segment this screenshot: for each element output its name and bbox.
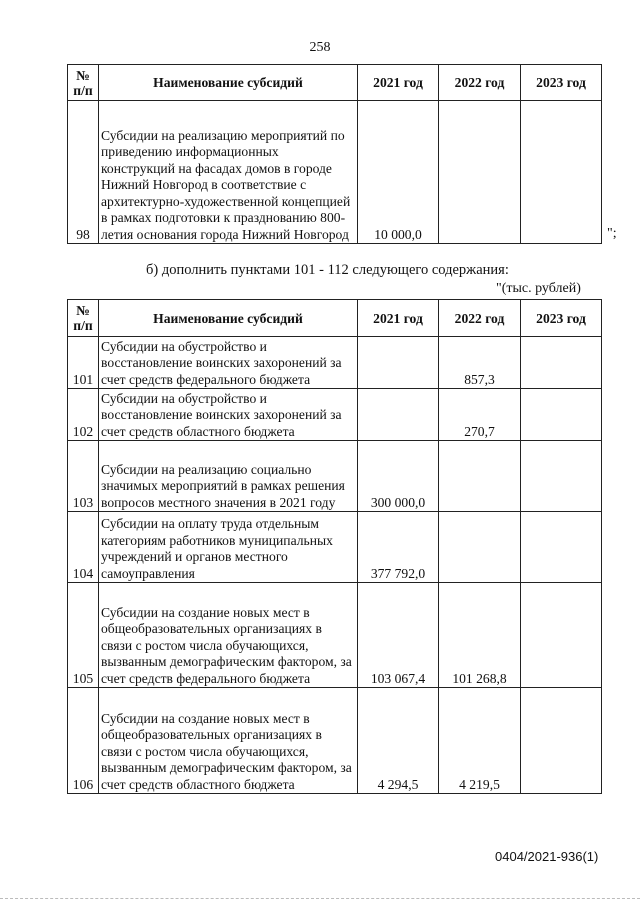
header-num: № п/п bbox=[68, 65, 99, 101]
unit-label: "(тыс. рублей) bbox=[496, 281, 581, 296]
value-2022: 4 219,5 bbox=[439, 688, 521, 794]
row-number: 102 bbox=[68, 389, 99, 441]
table-row bbox=[68, 688, 602, 794]
subsidy-name: Субсидии на оплату труда отдельным категориям работников муниципальных учреждений и органов местного самоуправления bbox=[99, 512, 358, 583]
closing-quote-mark: "; bbox=[607, 226, 617, 241]
footer-divider bbox=[0, 898, 640, 899]
table-row bbox=[68, 441, 602, 512]
header-num: № п/п bbox=[68, 300, 99, 337]
table-row bbox=[68, 101, 602, 244]
table-row bbox=[68, 337, 602, 389]
value-2021: 103 067,4 bbox=[358, 583, 439, 688]
row-number: 104 bbox=[68, 512, 99, 583]
header-2023: 2023 год bbox=[521, 300, 602, 337]
value-2023 bbox=[521, 337, 602, 389]
table-row bbox=[68, 583, 602, 688]
header-name: Наименование субсидий bbox=[99, 300, 358, 337]
page-number: 258 bbox=[309, 40, 331, 55]
subsidy-name: Субсидии на реализацию мероприятий по приведению информационных конструкций на фасадах домов в городе Нижний Новгород в соответствие с архитектурно-художественной концепцией в рамках подготовки к празднованию 800-летия основания города Нижний Новгород bbox=[99, 101, 358, 244]
table-row bbox=[68, 389, 602, 441]
subsidy-name: Субсидии на обустройство и восстановление воинских захоронений за счет средств областного бюджета bbox=[99, 389, 358, 441]
value-2022: 270,7 bbox=[439, 389, 521, 441]
row-number: 103 bbox=[68, 441, 99, 512]
subsidies-table-continued bbox=[67, 64, 602, 244]
row-number: 106 bbox=[68, 688, 99, 794]
value-2022: 857,3 bbox=[439, 337, 521, 389]
header-2023: 2023 год bbox=[521, 65, 602, 101]
value-2023 bbox=[521, 389, 602, 441]
value-2021: 300 000,0 bbox=[358, 441, 439, 512]
subsidy-name: Субсидии на обустройство и восстановление воинских захоронений за счет средств федерального бюджета bbox=[99, 337, 358, 389]
subsidy-name: Субсидии на создание новых мест в общеобразовательных организациях в связи с ростом числа обучающихся, вызванным демографическим фактором, за счет средств областного бюджета bbox=[99, 688, 358, 794]
header-2021: 2021 год bbox=[358, 65, 439, 101]
value-2023 bbox=[521, 583, 602, 688]
row-number: 98 bbox=[68, 101, 99, 244]
value-2022 bbox=[439, 101, 521, 244]
value-2023 bbox=[521, 441, 602, 512]
row-number: 105 bbox=[68, 583, 99, 688]
value-2023 bbox=[521, 101, 602, 244]
value-2023 bbox=[521, 512, 602, 583]
amendment-intro-text: б) дополнить пунктами 101 - 112 следующего содержания: bbox=[146, 262, 509, 278]
header-2022: 2022 год bbox=[439, 300, 521, 337]
value-2021 bbox=[358, 389, 439, 441]
value-2023 bbox=[521, 688, 602, 794]
row-number: 101 bbox=[68, 337, 99, 389]
subsidy-name: Субсидии на создание новых мест в общеобразовательных организациях в связи с ростом числа обучающихся, вызванным демографическим фактором, за счет средств федерального бюджета bbox=[99, 583, 358, 688]
value-2022 bbox=[439, 512, 521, 583]
value-2021: 10 000,0 bbox=[358, 101, 439, 244]
document-code: 0404/2021-936(1) bbox=[495, 849, 599, 864]
table-row bbox=[68, 512, 602, 583]
value-2021: 4 294,5 bbox=[358, 688, 439, 794]
value-2021: 377 792,0 bbox=[358, 512, 439, 583]
header-2022: 2022 год bbox=[439, 65, 521, 101]
value-2022 bbox=[439, 441, 521, 512]
header-name: Наименование субсидий bbox=[99, 65, 358, 101]
header-2021: 2021 год bbox=[358, 300, 439, 337]
value-2022: 101 268,8 bbox=[439, 583, 521, 688]
subsidy-name: Субсидии на реализацию социально значимых мероприятий в рамках решения вопросов местного значения в 2021 году bbox=[99, 441, 358, 512]
value-2021 bbox=[358, 337, 439, 389]
subsidies-table-additions bbox=[67, 299, 602, 794]
